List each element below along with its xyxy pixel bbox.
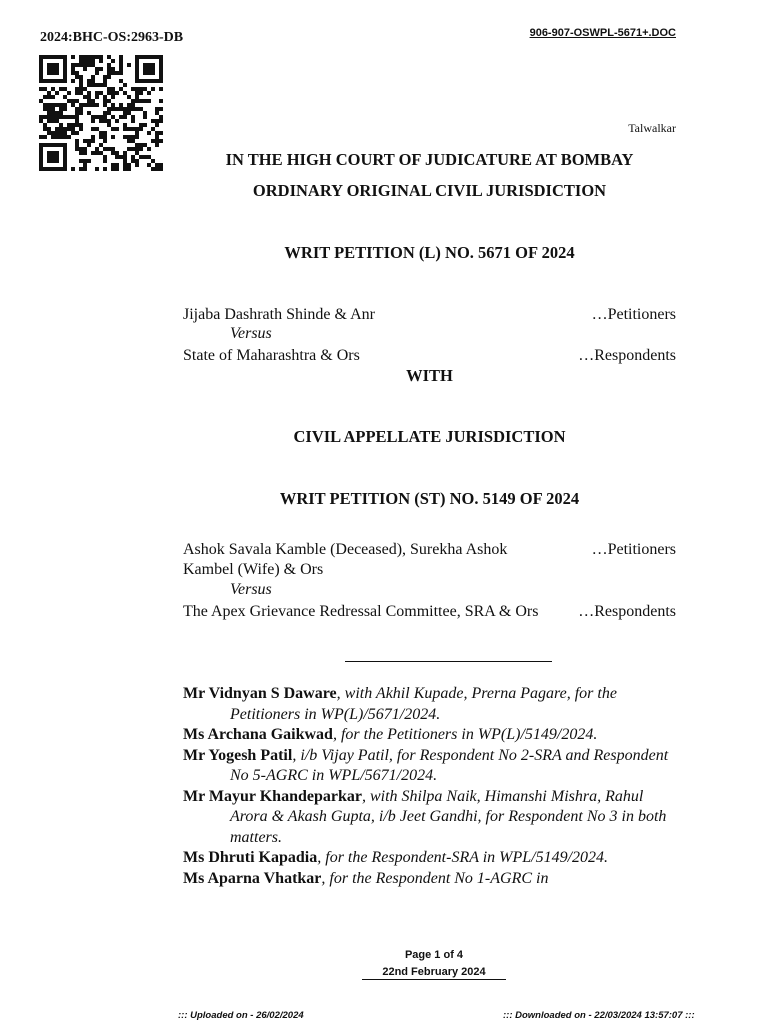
downloaded-stamp: ::: Downloaded on - 22/03/2024 13:57:07 :::: [503, 1010, 695, 1021]
counsel-name: Mr Vidnyan S Daware: [183, 685, 337, 702]
case-1-respondent: State of Maharashtra & Ors: [183, 347, 360, 364]
counsel-detail: , for the Respondent No 1-AGRC in: [321, 869, 549, 887]
counsel-entry: [183, 787, 676, 849]
counsel-entry: [183, 684, 676, 725]
case-2-petitioner: Ashok Savala Kamble (Deceased), Surekha Ashok Kambel (Wife) & Ors: [183, 541, 508, 578]
counsel-name: Ms Aparna Vhatkar: [183, 869, 322, 887]
case-1-title: WRIT PETITION (L) NO. 5671 OF 2024: [284, 243, 575, 262]
jurisdiction-ordinary: ORDINARY ORIGINAL CIVIL JURISDICTION: [252, 181, 607, 200]
counsel-appearances: [183, 684, 676, 889]
case-1-respondent-row: [183, 346, 676, 366]
counsel-entry: [183, 746, 676, 787]
neutral-citation: 2024:BHC-OS:2963-DB: [40, 30, 184, 45]
counsel-entry: [183, 848, 676, 869]
counsel-detail: , with Shilpa Naik, Himanshi Mishra, Rahul Arora & Akash Gupta, i/b Jeet Gandhi, for Respondent No 3 in both matters.: [230, 787, 667, 846]
counsel-detail: , with Akhil Kupade, Prerna Pagare, for the Petitioners in WP(L)/5671/2024.: [230, 685, 617, 723]
case-2-versus: Versus: [230, 581, 272, 598]
counsel-name: Ms Archana Gaikwad: [183, 726, 333, 743]
divider-line: [345, 661, 552, 662]
stenographer-name: Talwalkar: [628, 121, 676, 135]
counsel-entry: [183, 725, 676, 746]
case-1-petitioner-row: [183, 305, 676, 325]
page-number: Page 1 of 4: [404, 949, 464, 961]
case-1-petitioner: Jijaba Dashrath Shinde & Anr: [183, 306, 375, 323]
case-2-respondent-role: …Respondents: [578, 603, 676, 620]
case-1-respondent-role: …Respondents: [578, 347, 676, 364]
case-2-title: WRIT PETITION (ST) NO. 5149 OF 2024: [279, 489, 580, 508]
counsel-name: Ms Dhruti Kapadia: [183, 849, 318, 866]
with-label: WITH: [406, 366, 453, 385]
qr-code-icon: [39, 55, 163, 171]
counsel-detail: , for the Respondent-SRA in WPL/5149/2024.: [317, 849, 609, 866]
case-1-petitioner-role: …Petitioners: [591, 306, 676, 323]
case-2-petitioner-row: [183, 540, 676, 580]
counsel-name: Mr Yogesh Patil: [183, 746, 293, 764]
court-name: IN THE HIGH COURT OF JUDICATURE AT BOMBAY: [225, 150, 634, 169]
uploaded-stamp: ::: Uploaded on - 26/02/2024: [178, 1010, 304, 1021]
case-2-petitioner-role: …Petitioners: [591, 541, 676, 558]
counsel-detail: , for the Petitioners in WP(L)/5149/2024.: [332, 726, 598, 743]
document-reference: 906-907-OSWPL-5671+.DOC: [529, 27, 676, 39]
counsel-name: Mr Mayur Khandeparkar: [183, 787, 362, 805]
judgment-date: 22nd February 2024: [362, 966, 506, 980]
case-1-versus: Versus: [230, 325, 272, 342]
jurisdiction-appellate: CIVIL APPELLATE JURISDICTION: [293, 427, 566, 446]
case-2-respondent-row: [183, 602, 676, 642]
counsel-entry: [183, 869, 676, 890]
case-2-respondent: The Apex Grievance Redressal Committee, SRA & Ors: [183, 603, 539, 620]
counsel-detail: , i/b Vijay Patil, for Respondent No 2-SRA and Respondent No 5-AGRC in WPL/5671/2024.: [230, 746, 669, 784]
